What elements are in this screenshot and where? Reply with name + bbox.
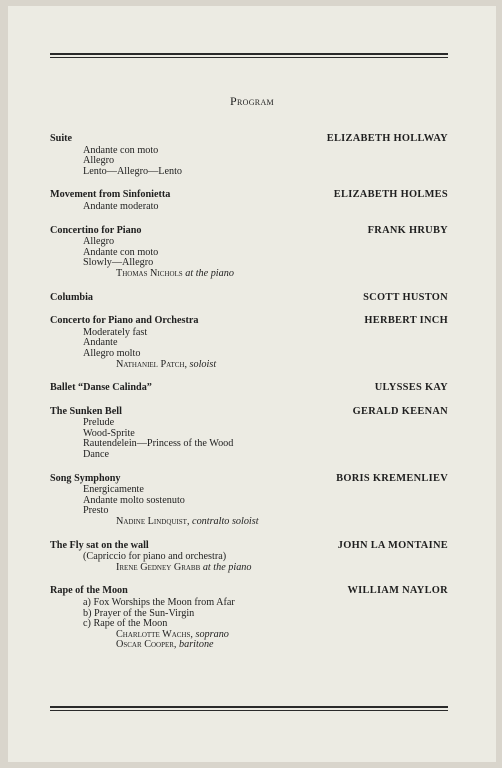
composer-name: ELIZABETH HOLLWAY: [326, 133, 448, 144]
movement-line: Allegro: [83, 236, 115, 248]
movement-line: Slowly—Allegro: [83, 257, 154, 269]
movement-line: Andante moderato: [83, 200, 159, 212]
entry-heading: [50, 190, 448, 201]
program-entry: [50, 226, 448, 280]
work-title: Song Symphony: [50, 472, 121, 484]
movement-line: Energicamente: [83, 484, 144, 496]
top-double-rule: [50, 53, 448, 58]
work-title: Rape of the Moon: [50, 585, 128, 597]
work-title: Columbia: [50, 291, 94, 303]
performer-name: Irene Gedney Grabb: [116, 561, 201, 573]
movement-line: Andante molto sostenuto: [83, 494, 185, 506]
program-entry: [50, 541, 448, 574]
program-entry: [50, 134, 448, 177]
performer-line: [50, 269, 448, 280]
performer-line: [50, 517, 448, 528]
performer-role: soloist: [189, 358, 217, 370]
movement-line: Prelude: [83, 417, 115, 429]
composer-name: ELIZABETH HOLMES: [333, 189, 448, 201]
movement-line: Moderately fast: [83, 326, 148, 338]
entry-heading: [50, 541, 448, 552]
movement-line: Allegro molto: [83, 347, 141, 359]
work-title: Suite: [50, 133, 73, 144]
movement-line: Andante con moto: [83, 246, 159, 258]
performer-name: Charlotte Wachs,: [116, 628, 193, 640]
entry-heading: [50, 293, 448, 304]
movement-line: b) Prayer of the Sun-Virgin: [83, 607, 195, 619]
performer-role: contralto soloist: [192, 516, 259, 528]
movement-line: Presto: [83, 505, 109, 517]
program-entry: [50, 293, 448, 304]
program-page: [8, 6, 496, 762]
performer-name: Nathaniel Patch,: [116, 358, 187, 370]
performer-name: Thomas Nichols: [116, 267, 183, 279]
composer-name: GERALD KEENAN: [352, 405, 448, 417]
movement-line: Wood-Sprite: [83, 427, 135, 439]
entry-heading: [50, 586, 448, 597]
entry-heading: [50, 316, 448, 327]
performer-line: [50, 630, 448, 641]
performer-line: [50, 563, 448, 574]
program-entry: [50, 190, 448, 212]
composer-name: FRANK HRUBY: [367, 224, 448, 236]
movement-line: Rautendelein—Princess of the Wood: [83, 438, 234, 450]
performer-role: soprano: [195, 628, 229, 640]
movement-line: a) Fox Worships the Moon from Afar: [83, 597, 235, 608]
performer-role: baritone: [179, 639, 214, 651]
movement-line: Andante: [83, 337, 118, 349]
performer-line: [50, 640, 448, 651]
entry-heading: [50, 474, 448, 485]
movement-line: Andante con moto: [83, 144, 159, 156]
entry-heading: [50, 134, 448, 145]
bottom-double-rule: [50, 706, 448, 711]
program-list: [50, 134, 448, 664]
work-title: Movement from Sinfonietta: [50, 189, 171, 201]
program-entry: [50, 383, 448, 394]
performer-role: at the piano: [202, 561, 252, 573]
composer-name: HERBERT INCH: [364, 315, 448, 327]
entry-heading: [50, 383, 448, 394]
composer-name: BORIS KREMENLIEV: [336, 472, 448, 484]
work-title: Concertino for Piano: [50, 224, 142, 236]
movement-line: (Capriccio for piano and orchestra): [83, 551, 227, 563]
performer-name: Oscar Cooper,: [116, 639, 177, 651]
work-title: The Fly sat on the wall: [50, 539, 149, 551]
entry-heading: [50, 226, 448, 237]
program-entry: [50, 316, 448, 370]
work-title: The Sunken Bell: [50, 405, 122, 417]
composer-name: ULYSSES KAY: [374, 382, 448, 394]
work-title: Ballet “Danse Calinda”: [50, 382, 152, 394]
program-entry: [50, 474, 448, 528]
movement-line: Allegro: [83, 155, 115, 167]
composer-name: SCOTT HUSTON: [363, 291, 448, 303]
composer-name: WILLIAM NAYLOR: [347, 585, 448, 597]
performer-line: [50, 360, 448, 371]
composer-name: JOHN LA MONTAINE: [337, 539, 448, 551]
program-entry: [50, 586, 448, 651]
page-title: Program: [230, 94, 274, 108]
work-title: Concerto for Piano and Orchestra: [50, 315, 199, 327]
performer-name: Nadine Lindquist,: [116, 516, 190, 528]
performer-role: at the piano: [185, 267, 234, 279]
entry-heading: [50, 407, 448, 418]
movement-line: Lento—Allegro—Lento: [83, 165, 183, 177]
program-entry: [50, 407, 448, 461]
movement-line: Dance: [83, 449, 110, 461]
movement-line: c) Rape of the Moon: [83, 618, 168, 630]
